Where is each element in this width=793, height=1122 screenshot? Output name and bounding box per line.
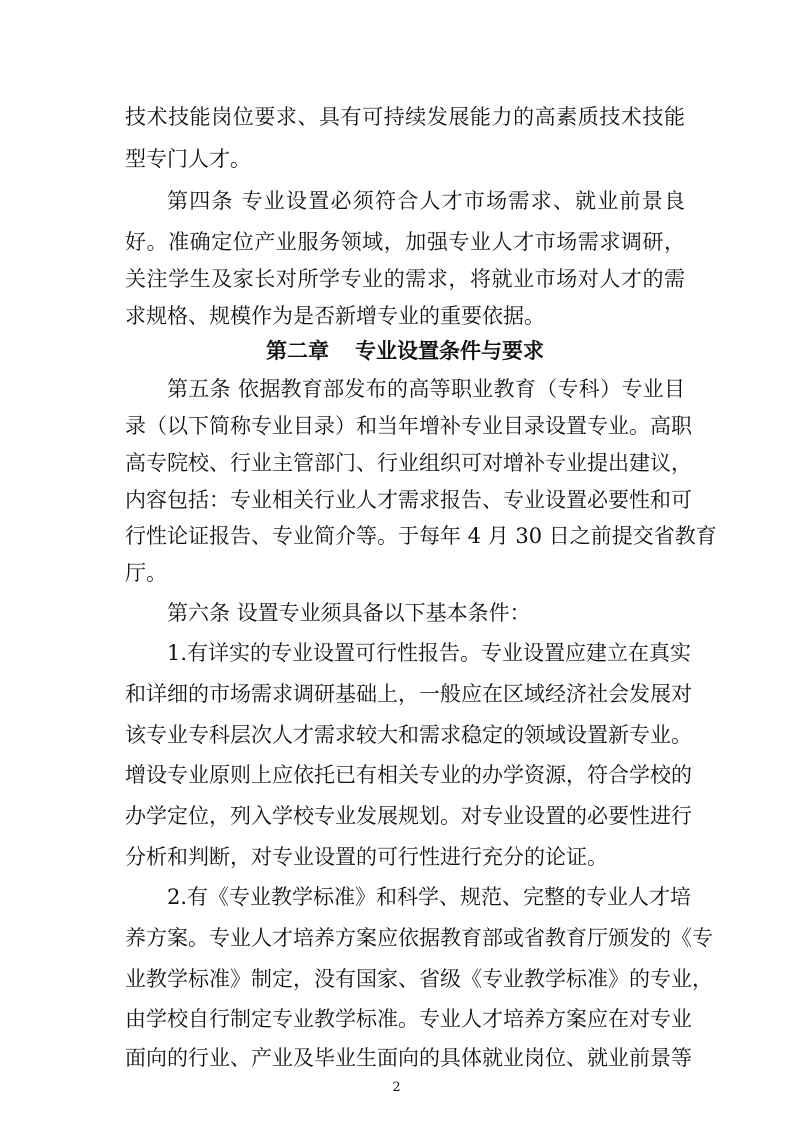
chapter-number: 第二章 [266, 338, 329, 363]
chapter-heading [125, 338, 685, 364]
article-5-line: 第五条 依据教育部发布的高等职业教育（专科）专业目 [167, 377, 685, 401]
item-1-line: 该专业专科层次人才需求较大和需求稳定的领域设置新专业。 [125, 723, 692, 747]
item-2-line: 2.有《专业教学标准》和科学、规范、完整的专业人才培 [167, 885, 692, 909]
item-1-line: 办学定位，列入学校专业发展规划。对专业设置的必要性进行 [125, 804, 692, 828]
item-2-line: 业教学标准》制定，没有国家、省级《专业教学标准》的专业， [125, 967, 713, 991]
page-number: 2 [392, 1080, 401, 1095]
article-4-line: 关注学生及家长对所学专业的需求，将就业市场对人才的需 [125, 267, 685, 291]
item-2-line: 由学校自行制定专业教学标准。专业人才培养方案应在对专业 [125, 1007, 692, 1031]
article-5-line: 厅。 [125, 561, 167, 585]
article-5-line: 高专院校、行业主管部门、行业组织可对增补专业提出建议， [125, 451, 692, 475]
item-1-line: 增设专业原则上应依托已有相关专业的办学资源，符合学校的 [125, 763, 692, 787]
article-4-line: 好。准确定位产业服务领域，加强专业人才市场需求调研， [125, 230, 685, 254]
paragraph-line: 型专门人才。 [125, 147, 251, 171]
item-1-line: 1.有详实的专业设置可行性报告。专业设置应建立在真实 [167, 641, 692, 665]
article-5-line: 内容包括：专业相关行业人才需求报告、专业设置必要性和可 [125, 488, 692, 512]
item-2-line: 养方案。专业人才培养方案应依据教育部或省教育厅颁发的《专 [125, 926, 713, 950]
chapter-title: 专业设置条件与要求 [355, 338, 544, 363]
article-4-line: 第四条 专业设置必须符合人才市场需求、就业前景良 [167, 189, 685, 213]
paragraph-line: 技术技能岗位要求、具有可持续发展能力的高素质技术技能 [125, 105, 685, 129]
item-1-line: 和详细的市场需求调研基础上，一般应在区域经济社会发展对 [125, 682, 692, 706]
article-5-line: 行性论证报告、专业简介等。于每年 4 月 30 日之前提交省教育 [125, 524, 717, 548]
article-5-line: 录（以下简称专业目录）和当年增补专业目录设置专业。高职 [125, 414, 692, 438]
item-2-line: 面向的行业、产业及毕业生面向的具体就业岗位、就业前景等 [125, 1046, 692, 1070]
article-4-line: 求规格、规模作为是否新增专业的重要依据。 [125, 304, 545, 328]
item-1-line: 分析和判断，对专业设置的可行性进行充分的论证。 [125, 845, 608, 869]
article-6-line: 第六条 设置专业须具备以下基本条件： [167, 601, 531, 625]
